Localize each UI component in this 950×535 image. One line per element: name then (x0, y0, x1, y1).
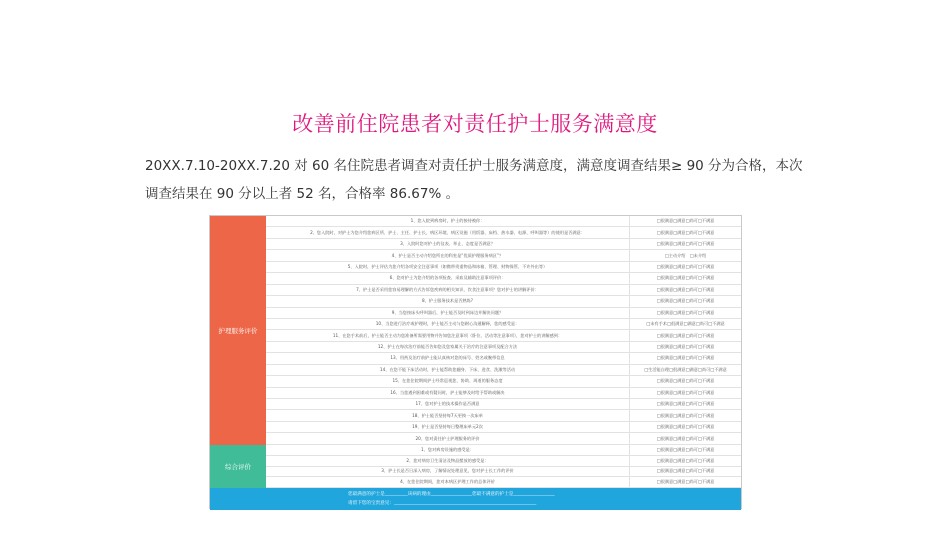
survey-question: 4、在您住院期间，您对本病区护理工作的总体评价 (266, 477, 630, 487)
survey-row (266, 296, 741, 307)
survey-answer-options: □很满意□满意□尚可□不满意 (656, 218, 715, 224)
survey-row (266, 410, 741, 421)
survey-answer-options: □很满意□满意□尚可□不满意 (656, 332, 715, 338)
survey-question: 16、当您遇到困难或有疑问时，护士能够及时给予帮助或解决 (266, 388, 630, 398)
survey-question: 15、在您住院期间护士经常巡视您、协助、周道的服务态度 (266, 376, 630, 386)
survey-question: 18、护士能否坚持每7天更换一次床单 (266, 410, 630, 420)
survey-question: 12、护士在每次治疗前能否告知您及您家属关于治疗的注意事项及配合方法 (266, 342, 630, 352)
survey-answer-options: □很满意□满意□尚可□不满意 (656, 446, 715, 452)
survey-question: 2、您对病房卫生清洁及物品摆放的感受是： (266, 456, 630, 466)
survey-answer-options: □很满意□满意□尚可□不满意 (656, 378, 715, 384)
survey-question: 3、入院时您对护士的仪表、举止、态度是否满意？ (266, 239, 630, 249)
footer-line-2: 请留下您的宝贵意见：______________________________________________________________ (348, 501, 537, 506)
survey-row (266, 239, 741, 250)
survey-answer-options: □很满意□满意□尚可□不满意 (656, 401, 715, 407)
survey-row (266, 456, 741, 467)
survey-answer-options: □很满意□满意□尚可□不满意 (656, 286, 715, 292)
survey-answer-options: □很满意□满意□尚可□不满意 (656, 389, 715, 395)
survey-answer-options: □很满意□满意□尚可□不满意 (656, 412, 715, 418)
survey-question: 20、您对责任护士护理服务的评价 (266, 433, 630, 443)
survey-question: 14、在您不能下床活动时，护士能帮助您翻身、下床、进食、洗漱等活动 (266, 365, 630, 375)
survey-row (266, 285, 741, 296)
survey-answer-options: □很满意□满意□尚可□不满意 (656, 263, 715, 269)
survey-footer (210, 488, 741, 510)
survey-row (266, 399, 741, 410)
survey-question: 5、入院时，护士评估为您介绍各项安全注意事项（如携带贵重物品和冰箱、管理、财物保管、不许外出等） (266, 262, 630, 272)
survey-question: 3、护士长是否日深入病房，了解情况处理意见，您对护士长工作的评价 (266, 467, 630, 477)
survey-question: 17、您对护士的技术操作是否满意 (266, 399, 630, 409)
page-title: 改善前住院患者对责任护士服务满意度 (292, 112, 658, 136)
survey-row (266, 250, 741, 261)
survey-question: 7、护士是否采用您容易理解的方式告诉您疾病的相关知识、饮食注意事项？您对护士的讲解评价： (266, 285, 630, 295)
survey-question: 11、在您手术前后，护士能否主动为您准备所需要用物并告知您注意事项（卧位、活动等注意事项），您对护士的讲解感到： (266, 330, 630, 340)
survey-row (266, 445, 741, 456)
survey-row (266, 342, 741, 353)
survey-answer-options: □未有手术□很满意□满意□尚可□不满意 (646, 321, 725, 327)
survey-row (266, 262, 741, 273)
survey-question: 19、护士是否坚持每日整理床单元2次 (266, 422, 630, 432)
survey-row (266, 376, 741, 387)
section-overall: 综合评价 (210, 445, 266, 488)
survey-row (266, 227, 741, 238)
survey-row (266, 273, 741, 284)
footer-line-1: 您最满意的护士是__________该病的理由__________________您最不满意的护士是__________________ (348, 492, 555, 497)
survey-answer-options: □很满意□满意□尚可□不满意 (656, 424, 715, 430)
survey-answer-options: □很满意□满意□尚可□不满意 (656, 468, 715, 474)
survey-row (266, 477, 741, 488)
survey-question: 8、护士服务技术是否熟练? (266, 296, 630, 306)
survey-row (266, 330, 741, 341)
survey-question: 2、您入院时，对护士为您介绍您病区所、护士、主任、护士长、病区环境、病区设施（用饭器、床档、热水器、电源、呼叫器等）的使用是否满意： (266, 227, 630, 237)
survey-answer-options: □很满意□满意□尚可□不满意 (656, 457, 715, 463)
survey-answer-options: □很满意□满意□尚可□不满意 (656, 344, 715, 350)
intro-paragraph: 20XX.7.10-20XX.7.20 对 60 名住院患者调查对责任护士服务满意度，满意度调查结果≥ 90 分为合格，本次调查结果在 90 分以上者 52 名，合格率 86.67% 。 (145, 158, 803, 202)
survey-question: 6、您对护士为您介绍的各项检查、采血及辅助注意事项评价： (266, 273, 630, 283)
survey-answer-options: □很满意□满意□尚可□不满意 (656, 229, 715, 235)
survey-row (266, 467, 741, 478)
survey-row (266, 433, 741, 444)
survey-row (266, 308, 741, 319)
survey-answer-options: □很满意□满意□尚可□不满意 (656, 298, 715, 304)
survey-question: 13、用药及治疗前护士能认真核对您的床号、姓名或腕带信息 (266, 353, 630, 363)
survey-question: 1、您入院到病房时，护士的接待被你： (266, 216, 630, 226)
survey-answer-options: □主动介绍 □未介绍 (664, 252, 707, 258)
survey-row (266, 422, 741, 433)
survey-question: 9、当您按床头呼叫器后，护士能否及时到床边并解决问题？ (266, 308, 630, 318)
survey-question: 4、护士是否主动介绍您所在的科室是“优质护理服务病区”？ (266, 250, 630, 260)
survey-answer-options: □很满意□满意□尚可□不满意 (656, 275, 715, 281)
survey-row (266, 365, 741, 376)
survey-answer-options: □很满意□满意□尚可□不满意 (656, 479, 715, 485)
survey-row (266, 319, 741, 330)
survey-question: 10、当您进行治疗或护理时，护士能否主动与您耐心沟通解释，您的感受是： (266, 319, 630, 329)
survey-answer-options: □很满意□满意□尚可□不满意 (656, 241, 715, 247)
survey-answer-options: □很满意□满意□尚可□不满意 (656, 435, 715, 441)
survey-row (266, 216, 741, 227)
survey-row (266, 388, 741, 399)
survey-answer-options: □很满意□满意□尚可□不满意 (656, 355, 715, 361)
survey-question: 1、您对病房设施的感受是： (266, 445, 630, 455)
survey-answer-options: □生活能自理□很满意□满意□尚可□不满意 (644, 366, 727, 372)
section-nursing-service: 护理服务评价 (210, 216, 266, 445)
survey-answer-options: □很满意□满意□尚可□不满意 (656, 309, 715, 315)
survey-form-image (209, 215, 742, 509)
survey-row (266, 353, 741, 364)
overall-rows (266, 445, 741, 488)
nursing-service-rows (266, 216, 741, 445)
